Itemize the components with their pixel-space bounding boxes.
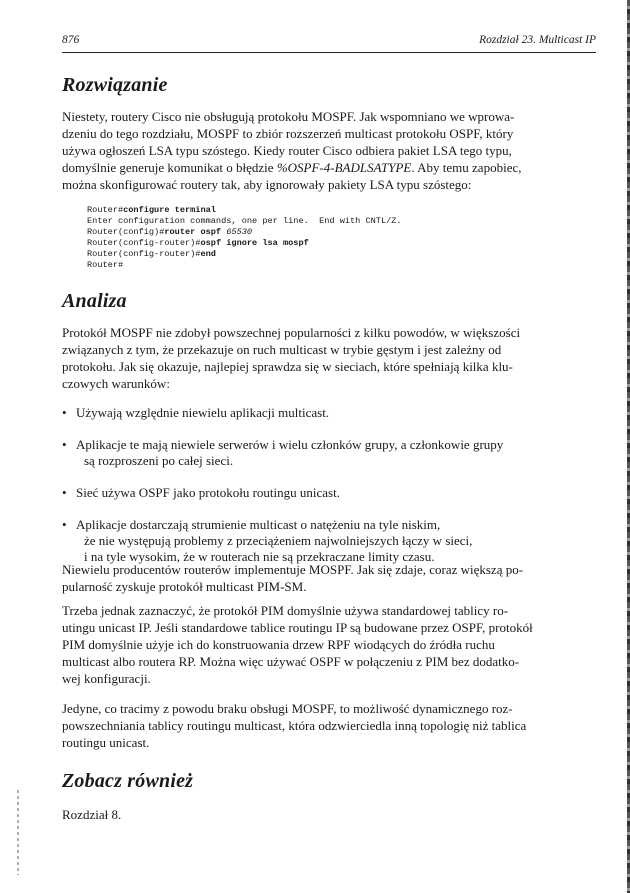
code-listing [87,205,402,271]
solution-paragraph [62,108,594,193]
text-line: Jedyne, co tracimy z powodu braku obsługi MOSPF, to możliwość dynamicznego roz- [62,701,513,716]
section-heading-see-also: Zobacz również [62,770,194,792]
bullet-icon: • [62,517,67,532]
running-header [62,34,596,52]
section-heading-analysis: Analiza [62,290,127,312]
chapter-title: Rozdział 23. Multicast IP [479,34,596,46]
analysis-paragraph-1 [62,324,594,392]
code-line: Router#configure terminal [87,205,216,215]
text-line: wej konfiguracji. [62,671,151,686]
text-line: czowych warunków: [62,376,170,391]
analysis-paragraph-2 [62,561,594,595]
error-message: %OSPF-4-BADLSATYPE [276,160,412,175]
code-line: Router(config-router)#end [87,249,216,259]
text-line: PIM domyślnie użyje ich do konstruowania drzew RPF wiodących do źródła ruchu [62,637,495,652]
code-line: Enter configuration commands, one per line. End with CNTL/Z. [87,216,402,226]
list-item: • Używają względnie niewielu aplikacji multicast. [62,405,330,420]
text-line: . Aby temu zapobiec, [411,160,522,175]
text-line: powszechniania tablicy routingu multicast, która odzwierciedla inną topologię niż tablica [62,718,527,733]
text-line: związanych z tym, że przekazuje on ruch multicast w trybie gęstym i jest zależny od [62,342,502,357]
text-line: protokołu. Jak się okazuje, najlepiej sprawdza się w sieciach, które spełniają kilka klu- [62,359,513,374]
text-line: można skonfigurować routery tak, aby ignorowały pakiety LSA typu szóstego: [62,177,472,192]
text-line: domyślnie generuje komunikat o błędzie [62,160,277,175]
text-line: Trzeba jednak zaznaczyć, że protokół PIM domyślnie używa standardowej tablicy ro- [62,603,509,618]
list-item: • Aplikacje dostarczają strumienie multicast o natężeniu na tyle niskim, że nie występują problemy z przeciążeniem najwolniejszych łączy w sieci, i na tyle wysokim, że w routerach nie są przekraczane limity czasu. [62,517,473,564]
text-line: multicast albo routera RP. Można więc używać OSPF w połączeniu z PIM bez dodatko- [62,654,520,669]
analysis-paragraph-3 [62,602,594,687]
scan-edge-left [17,790,19,875]
bullet-icon: • [62,405,67,420]
text-line: Niestety, routery Cisco nie obsługują protokołu MOSPF. Jak wspomniano we wprowa- [62,109,515,124]
text-line: Protokół MOSPF nie zdobył powszechnej popularności z kilku powodów, w większości [62,325,521,340]
list-item: • Aplikacje te mają niewiele serwerów i wielu członków grupy, a członkowie grupy są rozproszeni po całej sieci. [62,437,504,468]
bullet-icon: • [62,485,67,500]
text-line: używa ogłoszeń LSA typu szóstego. Kiedy router Cisco odbiera pakiet LSA tego typu, [62,143,512,158]
list-item: • Sieć używa OSPF jako protokołu routingu unicast. [62,485,340,500]
analysis-paragraph-4 [62,700,594,751]
code-line: Router# [87,260,124,270]
text-line: Niewielu producentów routerów implementuje MOSPF. Jak się zdaje, coraz większą po- [62,562,524,577]
code-line: Router(config-router)#ospf ignore lsa mospf [87,238,309,248]
conditions-list [62,405,594,581]
see-also-text: Rozdział 8. [62,807,122,822]
bullet-icon: • [62,437,67,452]
text-line: dzeniu do tego rozdziału, MOSPF to zbiór rozszerzeń multicast protokołu OSPF, który [62,126,514,141]
header-rule [62,52,596,53]
text-line: utingu unicast IP. Jeśli standardowe tablice routingu IP są budowane przez OSPF, protokół [62,620,533,635]
code-line: Router(config)#router ospf 65530 [87,227,253,237]
section-heading-solution: Rozwiązanie [62,74,168,96]
text-line: routingu unicast. [62,735,150,750]
text-line: pularność zyskuje protokół multicast PIM-SM. [62,579,307,594]
page-number: 876 [62,34,80,46]
